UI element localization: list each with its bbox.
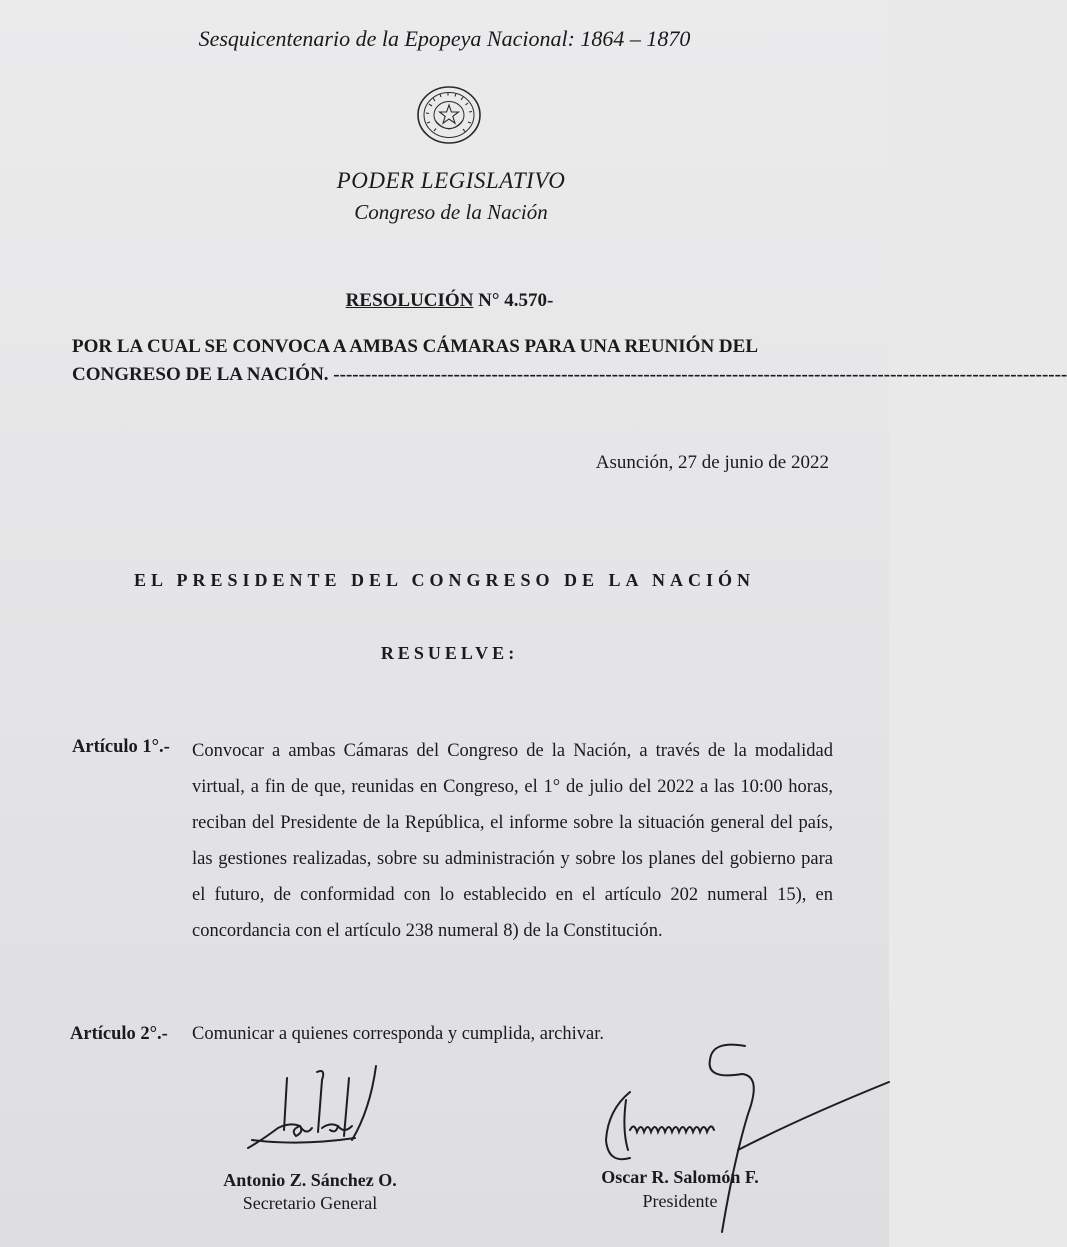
motto-header: Sesquicentenario de la Epopeya Nacional: 1864 – 1870 bbox=[198, 26, 691, 51]
resolution-subject bbox=[72, 333, 1067, 389]
article-2-text: Comunicar a quienes corresponda y cumplida, archivar. bbox=[192, 1024, 604, 1044]
article-1-text: Convocar a ambas Cámaras del Congreso de la Nación, a través de la modalidad virtual, a fin de que, reunidas en Congreso, el 1° de julio del 2022 a las 10:00 horas, reciban del Presidente de la República, el informe sobre la situación general del país, las gestiones realizadas, sobre su administración y sobre los planes del gobierno para el futuro, de conformidad con lo establecido en el artículo 202 numeral 15), en concordancia con el artículo 238 numeral 8) de la Constitución. bbox=[192, 741, 833, 941]
secretary-role: Secretario General bbox=[242, 1193, 378, 1213]
secretary-name: Antonio Z. Sánchez O. bbox=[223, 1170, 397, 1190]
subject-line-1: POR LA CUAL SE CONVOCA A AMBAS CÁMARAS PARA UNA REUNIÓN DEL bbox=[72, 336, 758, 357]
resuelve-heading: RESUELVE: bbox=[380, 643, 519, 663]
resolution-label: RESOLUCIÓN bbox=[345, 290, 474, 311]
president-role: Presidente bbox=[642, 1191, 718, 1211]
national-seal-icon bbox=[415, 84, 483, 146]
organization-subtitle: Congreso de la Nación bbox=[354, 200, 548, 224]
article-2-label: Artículo 2°.- bbox=[70, 1024, 168, 1044]
subject-line-2-text: CONGRESO DE LA NACIÓN. bbox=[72, 364, 329, 385]
subject-dashes: -------------------------------------------------------------------------------------------------------------------- bbox=[333, 364, 1067, 385]
article-1-label: Artículo 1°.- bbox=[72, 737, 170, 757]
resolution-number: N° 4.570- bbox=[478, 290, 554, 311]
document-date: Asunción, 27 de junio de 2022 bbox=[595, 452, 829, 473]
resolution-heading bbox=[0, 290, 899, 312]
president-name: Oscar R. Salomón F. bbox=[601, 1167, 759, 1187]
organization-title: PODER LEGISLATIVO bbox=[336, 168, 566, 193]
authority-heading: EL PRESIDENTE DEL CONGRESO DE LA NACIÓN bbox=[133, 570, 756, 590]
secretary-signature bbox=[248, 1066, 376, 1148]
subject-line-2 bbox=[72, 361, 1067, 389]
